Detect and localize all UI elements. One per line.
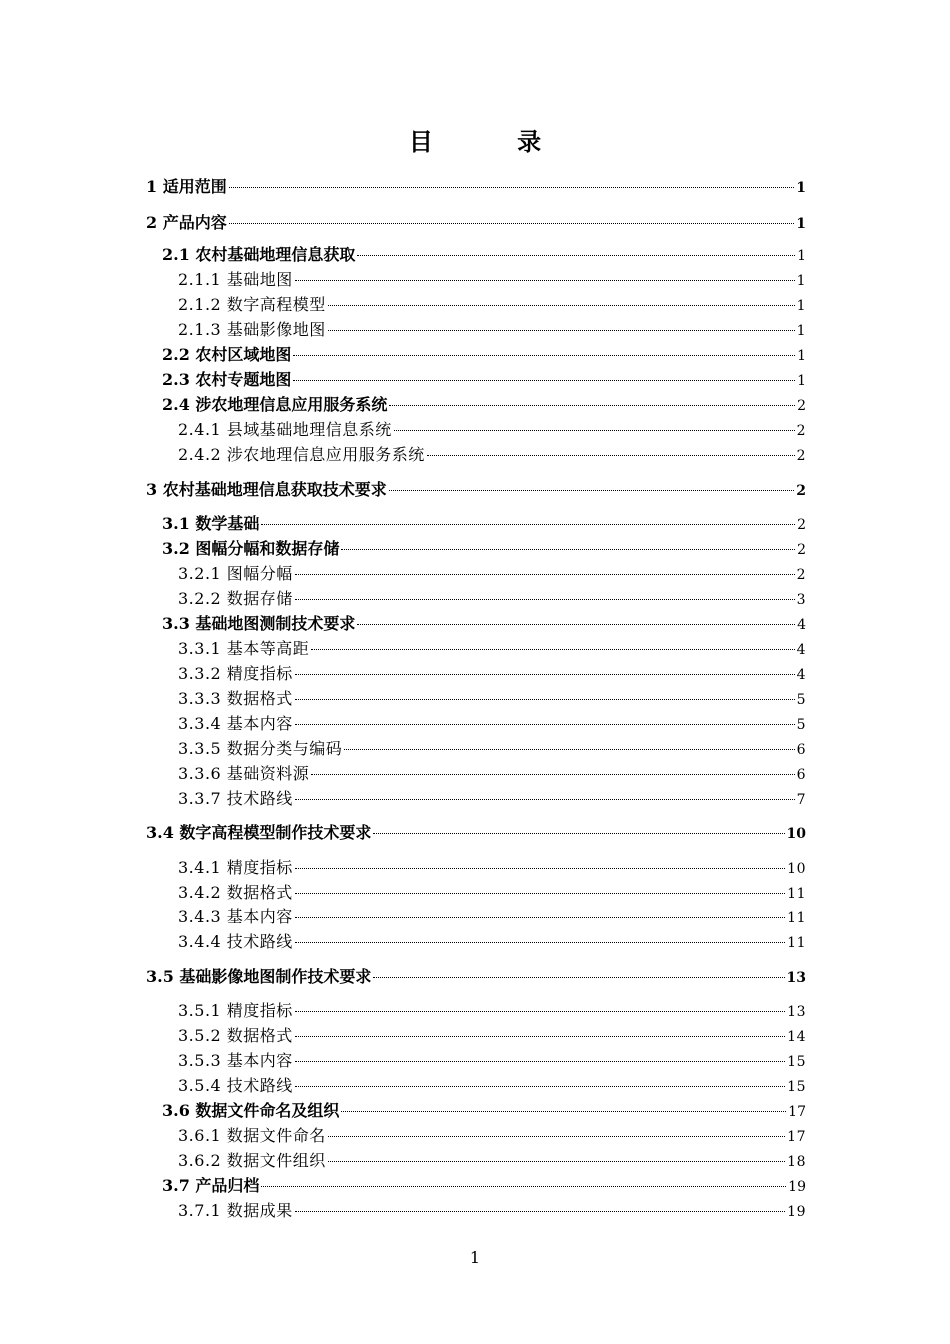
toc-entry-title: 3.3.3 数据格式 [178,689,293,708]
toc-entry-page: 4 [796,667,806,683]
toc-leader-dots [389,405,795,406]
toc-entry[interactable] [178,738,806,760]
toc-entry-page: 1 [797,248,806,264]
toc-leader-dots [295,868,785,869]
toc-entry[interactable] [178,688,806,710]
toc-leader-dots [357,255,795,256]
toc-entry-title: 2.4.2 涉农地理信息应用服务系统 [178,445,425,464]
toc-leader-dots [295,280,795,281]
toc-entry-page: 17 [787,1129,806,1145]
toc-entry-page: 1 [796,216,806,232]
toc-entry[interactable] [146,176,806,198]
toc-entry-page: 2 [797,398,806,414]
toc-entry-page: 3 [796,592,806,608]
toc-entry-page: 1 [797,348,806,364]
toc-leader-dots [341,1111,786,1112]
toc-entry[interactable] [178,1000,806,1022]
toc-entry[interactable] [178,1200,806,1222]
toc-leader-dots [295,1011,785,1012]
toc-entry-title: 3.6.2 数据文件组织 [178,1151,326,1170]
toc-entry-page: 6 [796,767,806,783]
toc-entry-page: 18 [787,1154,806,1170]
toc-leader-dots [295,1211,785,1212]
toc-entry-page: 4 [797,617,806,633]
toc-leader-dots [295,699,795,700]
page-number: 1 [469,1248,481,1267]
toc-entry-title: 3.4.1 精度指标 [178,858,293,877]
toc-leader-dots [389,490,795,491]
toc-entry-title: 3.4.2 数据格式 [178,883,293,902]
toc-entry[interactable] [178,1150,806,1172]
toc-entry-title: 3 农村基础地理信息获取技术要求 [146,480,387,499]
toc-entry-page: 2 [796,423,806,439]
toc-entry-title: 1 适用范围 [146,177,227,196]
toc-entry[interactable] [178,713,806,735]
toc-entry[interactable] [178,269,806,291]
toc-leader-dots [261,524,795,525]
toc-entry-page: 6 [796,742,806,758]
toc-leader-dots [344,749,794,750]
toc-entry-page: 11 [787,910,806,926]
toc-leader-dots [328,305,795,306]
toc-entry-title: 3.3.1 基本等高距 [178,639,310,658]
toc-entry-title: 2.4 涉农地理信息应用服务系统 [162,395,388,414]
toc-entry-title: 2.1.2 数字高程模型 [178,295,326,314]
toc-entry[interactable] [178,857,806,879]
toc-leader-dots [295,724,795,725]
toc-entry-page: 13 [787,1004,806,1020]
toc-entry-title: 2.2 农村区域地图 [162,345,292,364]
toc-entry-title: 3.3.4 基本内容 [178,714,293,733]
toc-leader-dots [229,223,795,224]
toc-leader-dots [229,187,795,188]
toc-entry[interactable] [162,513,806,535]
toc-leader-dots [295,574,795,575]
toc-entry-page: 10 [786,826,806,842]
toc-entry-title: 3.5.3 基本内容 [178,1051,293,1070]
toc-entry[interactable] [178,444,806,466]
toc-entry-page: 2 [796,567,806,583]
toc-entry[interactable] [178,882,806,904]
toc-entry-page: 1 [796,180,806,196]
toc-entry-title: 3.3.7 技术路线 [178,789,293,808]
toc-leader-dots [295,893,785,894]
toc-entry-title: 3.3.6 基础资料源 [178,764,310,783]
toc-entry-title: 3.4 数字高程模型制作技术要求 [146,823,372,842]
toc-leader-dots [373,833,784,834]
toc-leader-dots [341,549,795,550]
toc-leader-dots [293,380,795,381]
toc-entry-page: 2 [796,448,806,464]
toc-title: 目 录 [408,127,580,156]
toc-leader-dots [295,674,795,675]
toc-entry-title: 3.6.1 数据文件命名 [178,1126,326,1145]
toc-entry-title: 2.1.3 基础影像地图 [178,320,326,339]
toc-leader-dots [357,624,795,625]
toc-entry[interactable] [162,538,806,560]
toc-entry-title: 3.4.3 基本内容 [178,907,293,926]
toc-entry[interactable] [162,244,806,266]
toc-entry[interactable] [178,588,806,610]
toc-entry-title: 2.1.1 基础地图 [178,270,293,289]
toc-leader-dots [328,1161,785,1162]
toc-leader-dots [293,355,795,356]
toc-entry[interactable] [178,906,806,928]
toc-leader-dots [295,917,785,918]
toc-entry-title: 3.3.2 精度指标 [178,664,293,683]
toc-leader-dots [427,455,795,456]
toc-entry-title: 3.5.4 技术路线 [178,1076,293,1095]
toc-entry-title: 3.3 基础地图测制技术要求 [162,614,356,633]
toc-leader-dots [373,977,784,978]
toc-entry[interactable] [178,294,806,316]
toc-leader-dots [311,774,794,775]
toc-entry-page: 15 [787,1054,806,1070]
toc-entry-title: 3.7 产品归档 [162,1176,260,1195]
toc-entry[interactable] [178,1075,806,1097]
toc-entry-title: 2.1 农村基础地理信息获取 [162,245,356,264]
toc-entry-page: 2 [797,542,806,558]
toc-entry-title: 3.5.1 精度指标 [178,1001,293,1020]
toc-entry[interactable] [178,419,806,441]
toc-leader-dots [295,599,795,600]
toc-entry-page: 5 [796,717,806,733]
toc-leader-dots [295,1036,785,1037]
toc-entry[interactable] [178,638,806,660]
toc-entry[interactable] [162,344,806,366]
toc-entry-page: 5 [796,692,806,708]
toc-entry-page: 15 [787,1079,806,1095]
toc-entry[interactable] [146,822,806,844]
toc-leader-dots [295,799,795,800]
toc-entry-page: 2 [797,517,806,533]
toc-entry[interactable] [178,563,806,585]
toc-leader-dots [295,1061,785,1062]
toc-entry-page: 10 [787,861,806,877]
toc-entry[interactable] [178,319,806,341]
toc-leader-dots [261,1186,786,1187]
toc-leader-dots [295,1086,785,1087]
toc-entry[interactable] [146,212,806,234]
toc-entry-page: 2 [796,483,806,499]
toc-entry[interactable] [178,763,806,785]
toc-entry-page: 4 [796,642,806,658]
toc-entry[interactable] [178,931,806,953]
toc-entry-title: 2.3 农村专题地图 [162,370,292,389]
toc-entry-title: 2 产品内容 [146,213,227,232]
toc-entry[interactable] [146,479,806,501]
toc-entry-page: 11 [787,935,806,951]
toc-entry[interactable] [162,394,806,416]
toc-entry-page: 11 [787,886,806,902]
toc-leader-dots [328,330,795,331]
toc-entry[interactable] [162,369,806,391]
toc-entry-title: 3.3.5 数据分类与编码 [178,739,343,758]
toc-entry-title: 3.2.2 数据存储 [178,589,293,608]
toc-entry-title: 3.1 数学基础 [162,514,260,533]
toc-entry-page: 17 [788,1104,806,1120]
toc-entry-title: 3.2.1 图幅分幅 [178,564,293,583]
toc-leader-dots [328,1136,785,1137]
toc-entry-page: 19 [788,1179,806,1195]
toc-entry-page: 1 [796,298,806,314]
toc-entry-title: 2.4.1 县域基础地理信息系统 [178,420,392,439]
toc-leader-dots [311,649,794,650]
toc-entry-title: 3.5 基础影像地图制作技术要求 [146,967,372,986]
toc-entry-page: 13 [786,970,806,986]
toc-entry-page: 1 [796,273,806,289]
toc-leader-dots [295,942,785,943]
toc-entry-title: 3.5.2 数据格式 [178,1026,293,1045]
toc-leader-dots [394,430,795,431]
toc-entry-title: 3.6 数据文件命名及组织 [162,1101,340,1120]
toc-entry-page: 1 [797,373,806,389]
toc-entry[interactable] [146,966,806,988]
toc-entry[interactable] [178,1050,806,1072]
toc-entry[interactable] [162,613,806,635]
toc-entry[interactable] [178,788,806,810]
toc-entry-page: 19 [787,1204,806,1220]
toc-entry[interactable] [162,1175,806,1197]
toc-entry[interactable] [162,1100,806,1122]
toc-entry-title: 3.4.4 技术路线 [178,932,293,951]
toc-entry-title: 3.7.1 数据成果 [178,1201,293,1220]
toc-entry[interactable] [178,663,806,685]
toc-entry-page: 7 [796,792,806,808]
toc-entry[interactable] [178,1125,806,1147]
toc-entry-title: 3.2 图幅分幅和数据存储 [162,539,340,558]
toc-entry-page: 14 [787,1029,806,1045]
toc-entry[interactable] [178,1025,806,1047]
toc-entry-page: 1 [796,323,806,339]
